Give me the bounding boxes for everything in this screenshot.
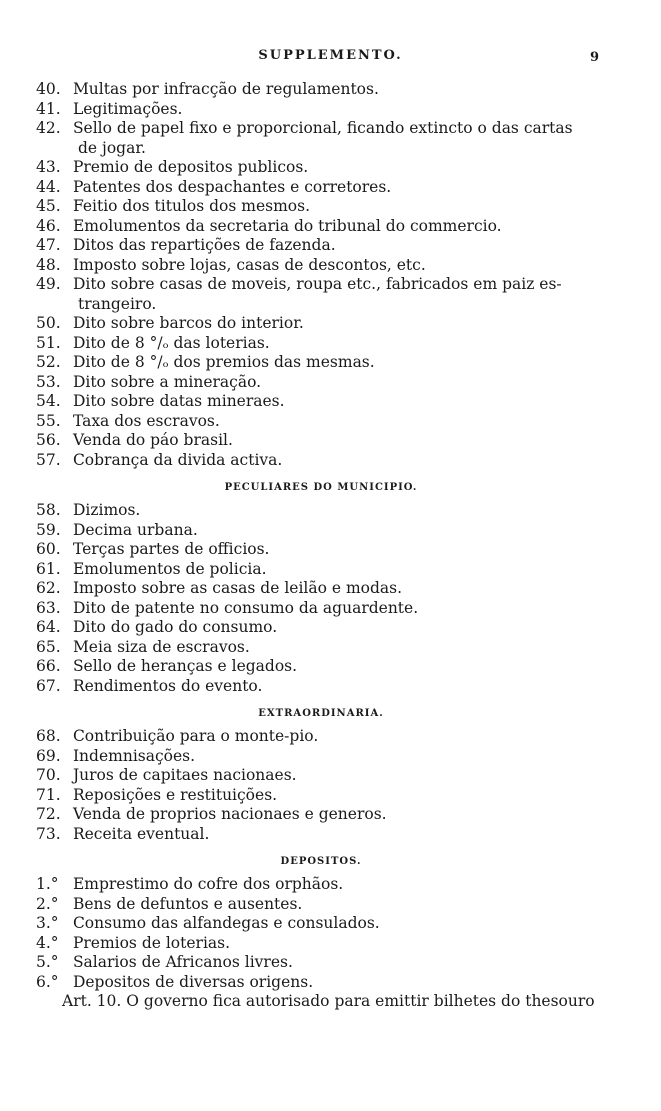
item-number: 5.° bbox=[36, 953, 59, 971]
list-item bbox=[36, 677, 606, 697]
item-number: 61. bbox=[36, 559, 61, 578]
item-text: Legitimações. bbox=[72, 99, 183, 118]
item-number: 43. bbox=[36, 158, 61, 176]
section-heading-extraordinaria: EXTRAORDINARIA. bbox=[258, 708, 384, 719]
list-item bbox=[36, 236, 606, 256]
item-number: 54. bbox=[36, 392, 61, 410]
list-item bbox=[36, 353, 606, 373]
item-number: 62. bbox=[36, 579, 61, 597]
item-text: Dito do gado do consumo. bbox=[72, 618, 278, 636]
item-text: Meia siza de escravos. bbox=[72, 637, 250, 656]
item-text: Terças partes de officios. bbox=[72, 540, 270, 558]
item-number: 44. bbox=[36, 177, 61, 196]
list-item bbox=[36, 895, 606, 915]
item-number: 46. bbox=[36, 216, 61, 235]
item-number: 65. bbox=[36, 637, 61, 656]
item-number: 49. bbox=[36, 275, 61, 293]
running-head bbox=[0, 48, 661, 72]
item-text: Taxa dos escravos. bbox=[72, 411, 220, 430]
list-item bbox=[36, 540, 606, 560]
list-item bbox=[36, 934, 606, 954]
list-item bbox=[36, 914, 606, 934]
list-item bbox=[36, 158, 606, 178]
item-number: 40. bbox=[36, 80, 61, 98]
extraordinaria-items-list bbox=[36, 727, 606, 844]
item-text: Emolumentos da secretaria do tribunal do commercio. bbox=[72, 216, 502, 235]
item-number: 57. bbox=[36, 450, 61, 469]
main-items-list bbox=[36, 80, 606, 470]
item-number: 68. bbox=[36, 727, 61, 745]
item-text: Juros de capitaes nacionaes. bbox=[72, 766, 297, 784]
item-number: 51. bbox=[36, 333, 61, 352]
item-number: 70. bbox=[36, 766, 61, 784]
item-text: Imposto sobre lojas, casas de descontos, etc. bbox=[72, 255, 426, 274]
item-number: 63. bbox=[36, 598, 61, 617]
item-number: 59. bbox=[36, 520, 61, 539]
item-text: Rendimentos do evento. bbox=[72, 676, 263, 695]
item-text: Emolumentos de policia. bbox=[72, 559, 267, 578]
item-text: Dito sobre casas de moveis, roupa etc., fabricados em paiz es- bbox=[72, 275, 562, 293]
item-number: 67. bbox=[36, 676, 61, 695]
list-item bbox=[36, 80, 606, 100]
item-number: 41. bbox=[36, 99, 61, 118]
item-number: 73. bbox=[36, 824, 61, 843]
list-item bbox=[36, 275, 606, 295]
list-item bbox=[36, 579, 606, 599]
list-item bbox=[36, 334, 606, 354]
list-item bbox=[36, 451, 606, 471]
item-text: Ditos das repartições de fazenda. bbox=[72, 236, 336, 254]
item-number: 6.° bbox=[36, 972, 59, 991]
list-item bbox=[36, 119, 606, 139]
list-item bbox=[36, 217, 606, 237]
item-number: 64. bbox=[36, 618, 61, 636]
list-item bbox=[36, 521, 606, 541]
item-number: 45. bbox=[36, 197, 61, 215]
item-number: 71. bbox=[36, 785, 61, 804]
item-text: Reposições e restituições. bbox=[72, 785, 278, 804]
list-item bbox=[36, 314, 606, 334]
list-item bbox=[36, 953, 606, 973]
page-title: SUPPLEMENTO. bbox=[258, 48, 403, 63]
list-item bbox=[36, 197, 606, 217]
item-number: 58. bbox=[36, 501, 61, 519]
list-item bbox=[36, 100, 606, 120]
list-item-continuation: de jogar. bbox=[78, 138, 146, 157]
list-item bbox=[36, 805, 606, 825]
item-number: 55. bbox=[36, 411, 61, 430]
list-item bbox=[36, 373, 606, 393]
list-item bbox=[36, 560, 606, 580]
item-number: 1.° bbox=[36, 875, 59, 893]
item-text: Dito sobre barcos do interior. bbox=[72, 314, 304, 332]
list-item bbox=[36, 599, 606, 619]
item-text: Dito de patente no consumo da aguardente. bbox=[72, 598, 419, 617]
list-item bbox=[36, 638, 606, 658]
article-paragraph: Art. 10. O governo fica autorisado para emittir bilhetes do thesouro bbox=[62, 992, 595, 1010]
page-number: 9 bbox=[589, 50, 599, 65]
list-item bbox=[36, 766, 606, 786]
item-text: Venda do páo brasil. bbox=[72, 431, 233, 449]
item-number: 47. bbox=[36, 236, 61, 254]
section-heading-municipio: PECULIARES DO MUNICIPIO. bbox=[224, 482, 418, 493]
item-number: 50. bbox=[36, 314, 61, 332]
document-body bbox=[36, 80, 606, 1012]
item-number: 3.° bbox=[36, 914, 59, 932]
item-number: 72. bbox=[36, 805, 61, 823]
item-text: Emprestimo do cofre dos orphãos. bbox=[72, 875, 344, 893]
list-item bbox=[36, 657, 606, 677]
list-item bbox=[36, 178, 606, 198]
list-item bbox=[36, 875, 606, 895]
item-text: Dito sobre datas mineraes. bbox=[72, 392, 285, 410]
item-number: 52. bbox=[36, 353, 61, 371]
item-text: Feitio dos titulos dos mesmos. bbox=[72, 197, 310, 215]
item-text: Dito de 8 °/ₒ das loterias. bbox=[72, 333, 270, 352]
item-text: Premio de depositos publicos. bbox=[72, 158, 309, 176]
municipio-items-list bbox=[36, 501, 606, 696]
list-item bbox=[36, 618, 606, 638]
item-text: Dito sobre a mineração. bbox=[72, 372, 262, 391]
item-number: 53. bbox=[36, 372, 61, 391]
list-item bbox=[36, 256, 606, 276]
item-text: Sello de papel fixo e proporcional, ficando extincto o das cartas bbox=[72, 119, 573, 137]
item-text: Premios de loterias. bbox=[72, 933, 231, 952]
list-item bbox=[36, 412, 606, 432]
item-text: Dizimos. bbox=[72, 501, 141, 519]
list-item bbox=[36, 431, 606, 451]
item-text: Consumo das alfandegas e consulados. bbox=[72, 914, 380, 932]
item-text: Bens de defuntos e ausentes. bbox=[72, 894, 303, 913]
item-text: Salarios de Africanos livres. bbox=[72, 953, 293, 971]
list-item bbox=[36, 501, 606, 521]
depositos-items-list bbox=[36, 875, 606, 992]
list-item bbox=[36, 973, 606, 993]
list-item bbox=[36, 747, 606, 767]
item-number: 48. bbox=[36, 255, 61, 274]
item-text: Dito de 8 °/ₒ dos premios das mesmas. bbox=[72, 353, 375, 371]
item-text: Indemnisações. bbox=[72, 746, 196, 765]
list-item bbox=[36, 825, 606, 845]
item-text: Venda de proprios nacionaes e generos. bbox=[72, 805, 387, 823]
item-number: 69. bbox=[36, 746, 61, 765]
item-number: 66. bbox=[36, 657, 61, 675]
list-item bbox=[36, 786, 606, 806]
section-heading-depositos: DEPOSITOS. bbox=[280, 856, 362, 867]
item-text: Sello de heranças e legados. bbox=[72, 657, 298, 675]
item-number: 2.° bbox=[36, 894, 59, 913]
item-text: Imposto sobre as casas de leilão e modas. bbox=[72, 579, 403, 597]
list-item bbox=[36, 727, 606, 747]
list-item-continuation: trangeiro. bbox=[78, 294, 157, 313]
item-text: Patentes dos despachantes e corretores. bbox=[72, 177, 392, 196]
item-number: 60. bbox=[36, 540, 61, 558]
item-text: Contribuição para o monte-pio. bbox=[72, 727, 319, 745]
item-number: 42. bbox=[36, 119, 61, 137]
item-number: 4.° bbox=[36, 933, 59, 952]
item-text: Cobrança da divida activa. bbox=[72, 450, 283, 469]
item-number: 56. bbox=[36, 431, 61, 449]
item-text: Receita eventual. bbox=[72, 824, 210, 843]
item-text: Depositos de diversas origens. bbox=[72, 972, 314, 991]
list-item bbox=[36, 392, 606, 412]
item-text: Decima urbana. bbox=[72, 520, 198, 539]
item-text: Multas por infracção de regulamentos. bbox=[72, 80, 379, 98]
